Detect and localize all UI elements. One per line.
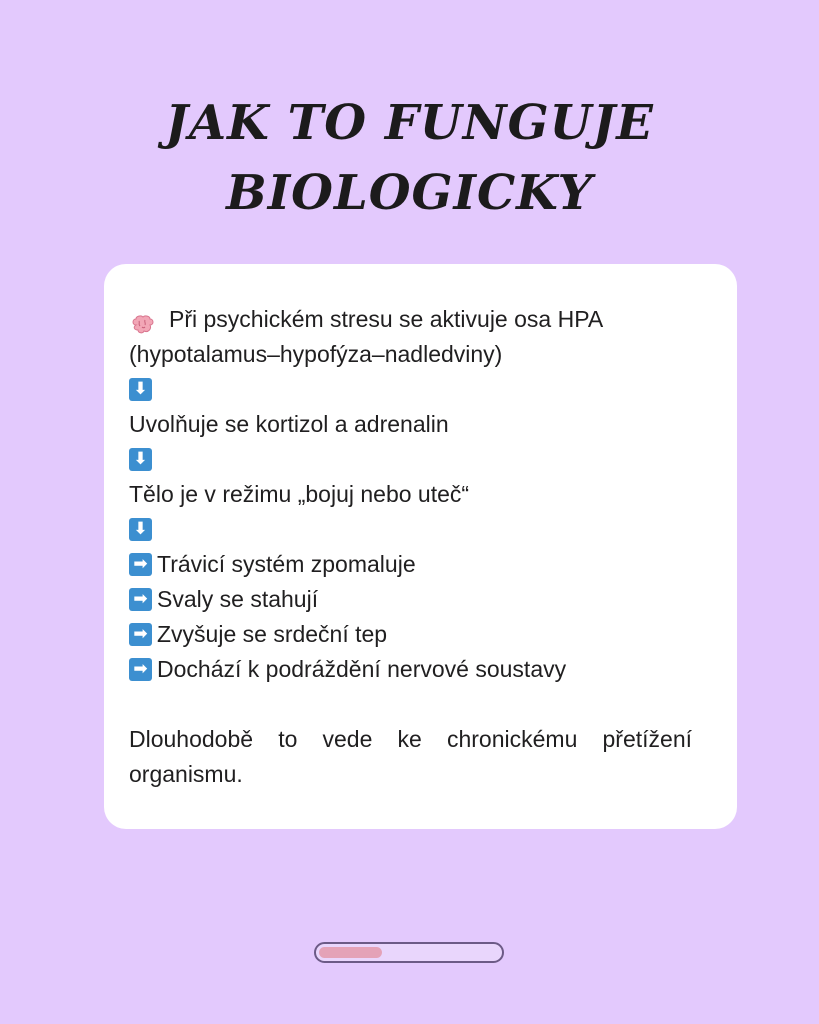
intro-line xyxy=(129,302,692,337)
effect-item xyxy=(129,617,692,652)
progress-bar xyxy=(314,942,504,963)
right-arrow-icon: ➡ xyxy=(129,623,152,646)
effect-item xyxy=(129,652,692,687)
step-2-text: Tělo je v režimu „bojuj nebo uteč“ xyxy=(129,481,470,507)
step-1 xyxy=(129,407,692,442)
effect-text: Svaly se stahují xyxy=(157,586,319,612)
right-arrow-icon: ➡ xyxy=(129,588,152,611)
content-card xyxy=(104,264,737,829)
effect-text: Trávicí systém zpomaluje xyxy=(157,551,416,577)
spacer xyxy=(129,687,692,722)
down-arrow-icon: ⬇ xyxy=(129,518,152,541)
down-arrow-icon: ⬇ xyxy=(129,448,152,471)
down-arrow-row-1 xyxy=(129,372,692,407)
down-arrow-row-2 xyxy=(129,442,692,477)
intro-text-1: Při psychickém stresu se aktivuje osa HPA xyxy=(169,306,604,332)
step-2 xyxy=(129,477,692,512)
effect-text: Zvyšuje se srdeční tep xyxy=(157,621,388,647)
title-line-1: JAK TO FUNGUJE xyxy=(165,95,654,151)
intro-text-2: (hypotalamus–hypofýza–nadledviny) xyxy=(129,341,503,367)
brain-icon xyxy=(131,310,155,330)
right-arrow-icon: ➡ xyxy=(129,553,152,576)
right-arrow-icon: ➡ xyxy=(129,658,152,681)
effect-text: Dochází k podráždění nervové soustavy xyxy=(157,656,567,682)
effect-item xyxy=(129,582,692,617)
down-arrow-row-3 xyxy=(129,512,692,547)
title-line-2: BIOLOGICKY xyxy=(226,165,593,221)
progress-fill xyxy=(319,947,382,958)
effect-item xyxy=(129,547,692,582)
step-1-text: Uvolňuje se kortizol a adrenalin xyxy=(129,411,449,437)
summary-text: Dlouhodobě to vede ke chronickému přetížení organismu. xyxy=(129,726,692,787)
down-arrow-icon: ⬇ xyxy=(129,378,152,401)
page-title xyxy=(0,88,819,228)
intro-line-2 xyxy=(129,337,692,372)
